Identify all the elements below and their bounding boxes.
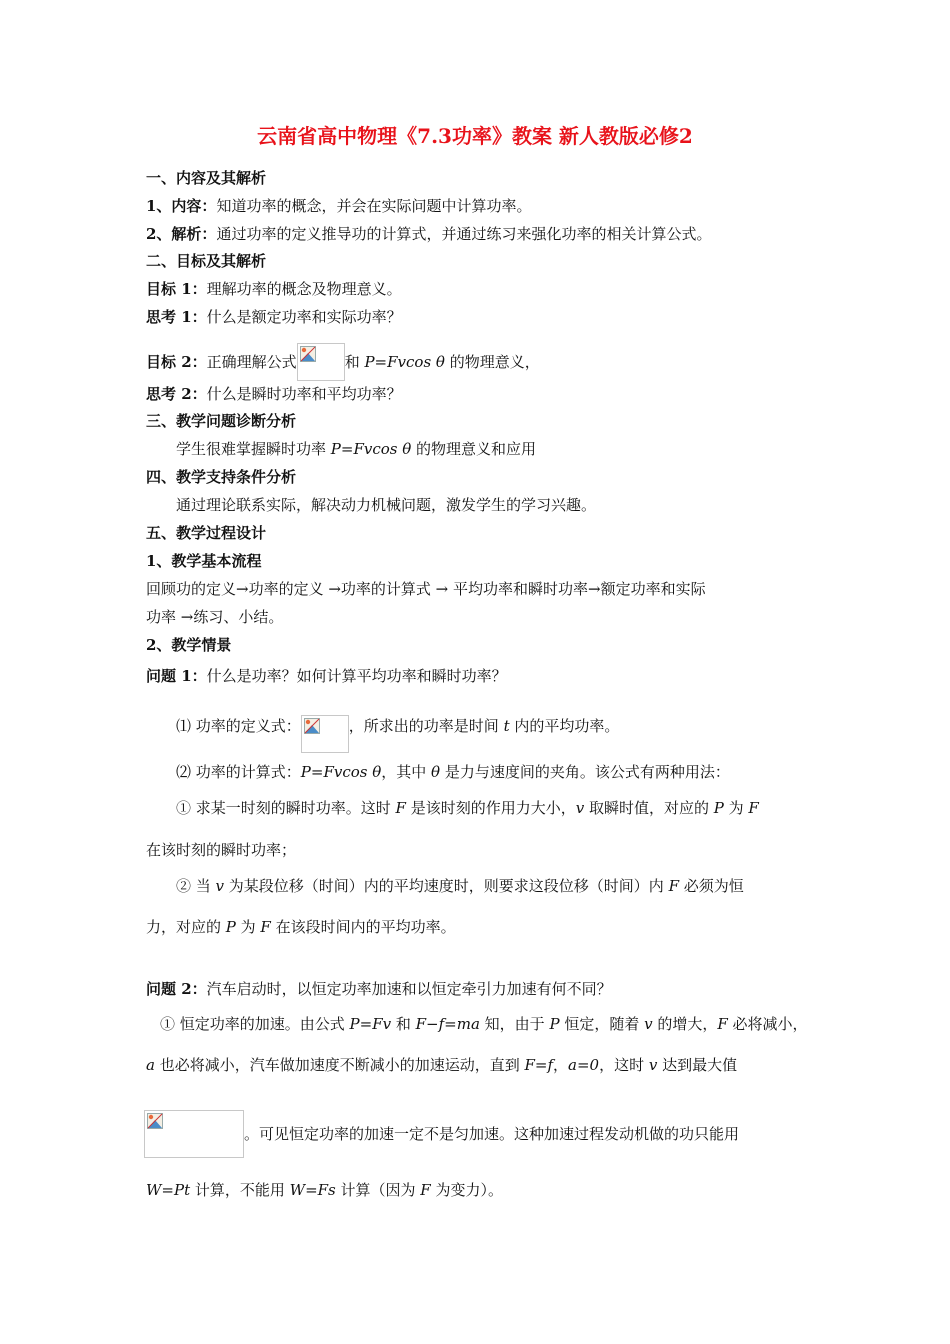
cp-text-c: 知，由于	[479, 1015, 550, 1033]
goal-1-text: 理解功率的概念及物理意义。	[206, 280, 402, 298]
process-flow-heading: 1、教学基本流程	[146, 552, 262, 570]
usage-2-text-a: ② 当	[176, 877, 216, 895]
usage-2-line-2-c: 在该段时间内的平均功率。	[270, 918, 456, 936]
content-label: 1、内容：	[146, 197, 217, 215]
calculation-text-b: ，其中	[381, 763, 432, 781]
broken-image-icon	[300, 346, 316, 362]
broken-image-icon	[147, 1113, 163, 1129]
goal-2-formula: P=Fvcos θ	[364, 353, 445, 371]
think-1-line	[146, 307, 402, 327]
think-2-line	[146, 384, 402, 404]
cp2-text-d: ，这时	[599, 1056, 649, 1074]
var-v: v	[575, 799, 585, 817]
calculation-text-c: 是力与速度间的夹角。该公式有两种用法：	[440, 763, 730, 781]
think-2-label: 思考 2：	[146, 385, 207, 403]
usage-2-line	[176, 876, 744, 896]
goal-2-label: 目标 2：	[146, 353, 207, 371]
section-heading-content: 一、内容及其解析	[146, 169, 267, 187]
diagnosis-text-b: 的物理意义和应用	[411, 440, 537, 458]
cp-text-d: 恒定，随着	[559, 1015, 645, 1033]
think-1-label: 思考 1：	[146, 308, 207, 326]
cp-text-e: 的增大，	[652, 1015, 718, 1033]
var-F: F	[260, 918, 271, 936]
process-flow-line-2: 功率 →练习、小结。	[146, 608, 284, 626]
formula-F-f: F=f	[524, 1056, 554, 1074]
formula-image-placeholder	[297, 343, 345, 381]
usage-2-line-2	[146, 917, 456, 937]
usage-2-text-c: 必须为恒	[679, 877, 744, 895]
diagnosis-formula: P=Fvcos θ	[330, 440, 412, 458]
cp2-text-c: ，	[553, 1056, 569, 1074]
constant-power-line-4	[146, 1180, 503, 1200]
section-heading-process: 五、教学过程设计	[146, 524, 267, 542]
formula-W-Fs: W=Fs	[289, 1181, 336, 1199]
var-F: F	[395, 799, 406, 817]
var-t: t	[503, 717, 510, 735]
max-velocity-formula-image	[144, 1110, 244, 1158]
usage-1-line	[176, 798, 759, 818]
definition-text-a: ⑴ 功率的定义式：	[176, 717, 301, 735]
constant-power-line-1	[160, 1014, 808, 1034]
usage-1-text-a: ① 求某一时刻的瞬时功率。这时	[176, 799, 396, 817]
calculation-line	[176, 762, 730, 782]
cp4-text-c: 为变力）。	[430, 1181, 503, 1199]
content-line	[146, 196, 531, 216]
goal-1-line	[146, 279, 402, 299]
content-text: 知道功率的概念，并会在实际问题中计算功率。	[216, 197, 532, 215]
usage-2-text-b: 为某段位移（时间）内的平均速度时，则要求这段位移（时间）内	[224, 877, 669, 895]
usage-1-text-d: 为	[723, 799, 749, 817]
definition-line	[176, 708, 619, 746]
document-title: 云南省高中物理《7.3功率》教案 新人教版必修2	[257, 124, 693, 148]
analysis-text: 通过功率的定义推导功的计算式，并通过练习来强化功率的相关计算公式。	[216, 225, 712, 243]
question-2-text: 汽车启动时，以恒定功率加速和以恒定牵引力加速有何不同？	[206, 980, 612, 998]
think-1-text: 什么是额定功率和实际功率？	[206, 308, 402, 326]
analysis-line	[146, 224, 711, 244]
goal-1-label: 目标 1：	[146, 280, 207, 298]
calculation-formula: P=Fvcos θ	[300, 763, 382, 781]
formula-F-f-ma: F−f=ma	[415, 1015, 480, 1033]
var-F: F	[668, 877, 679, 895]
var-F: F	[420, 1181, 431, 1199]
var-P: P	[225, 918, 236, 936]
cp-text-a: ① 恒定功率的加速。由公式	[160, 1015, 350, 1033]
var-v: v	[644, 1015, 653, 1033]
constant-power-line-2	[146, 1055, 737, 1075]
cp2-text-e: 达到最大值	[657, 1056, 738, 1074]
question-1-line	[146, 666, 507, 686]
goal-2-text: 正确理解公式	[206, 353, 297, 371]
var-theta: θ	[431, 763, 441, 781]
question-1-label: 问题 1：	[146, 667, 207, 685]
cp-text-f: 必将减小，	[727, 1015, 808, 1033]
teaching-scenario-heading: 2、教学情景	[146, 636, 232, 654]
var-P: P	[713, 799, 724, 817]
var-a: a	[146, 1056, 155, 1074]
diagnosis-text	[176, 439, 536, 459]
broken-image-icon	[304, 718, 320, 734]
formula-image-placeholder	[301, 715, 349, 753]
support-text: 通过理论联系实际，解决动力机械问题，激发学生的学习兴趣。	[176, 496, 597, 514]
goal-2-connector: 和	[344, 353, 365, 371]
goal-2-meaning: 的物理意义，	[444, 353, 540, 371]
question-1-text: 什么是功率？如何计算平均功率和瞬时功率？	[206, 667, 507, 685]
section-heading-diagnosis: 三、教学问题诊断分析	[146, 412, 297, 430]
goal-2-line	[146, 344, 540, 382]
question-2-line	[146, 979, 612, 999]
formula-W-Pt: W=Pt	[146, 1181, 191, 1199]
var-v: v	[215, 877, 225, 895]
usage-1-text-c: 取瞬时值，对应的	[584, 799, 714, 817]
analysis-label: 2、解析：	[146, 225, 217, 243]
cp-text-b: 和	[391, 1015, 416, 1033]
formula-a-0: a=0	[568, 1056, 600, 1074]
definition-text-b: ，所求出的功率是时间	[348, 717, 504, 735]
usage-2-line-2-b: 为	[235, 918, 261, 936]
process-flow-line-1: 回顾功的定义→功率的定义 →功率的计算式 → 平均功率和瞬时功率→额定功率和实际	[146, 580, 706, 598]
diagnosis-text-a: 学生很难掌握瞬时功率	[176, 440, 331, 458]
cp2-text-b: 也必将减小，汽车做加速度不断减小的加速运动，直到	[154, 1056, 525, 1074]
var-P: P	[549, 1015, 560, 1033]
section-heading-support: 四、教学支持条件分析	[146, 468, 297, 486]
constant-power-line-3: 。可见恒定功率的加速一定不是匀加速。这种加速过程发动机做的功只能用	[244, 1125, 740, 1143]
section-heading-goals: 二、目标及其解析	[146, 252, 267, 270]
usage-1-line-2: 在该时刻的瞬时功率；	[146, 841, 297, 859]
calculation-text-a: ⑵ 功率的计算式：	[176, 763, 301, 781]
think-2-text: 什么是瞬时功率和平均功率？	[206, 385, 402, 403]
var-F: F	[748, 799, 759, 817]
var-v: v	[648, 1056, 658, 1074]
formula-P-Fv: P=Fv	[349, 1015, 392, 1033]
cp4-text-a: 计算，不能用	[190, 1181, 290, 1199]
var-F: F	[717, 1015, 728, 1033]
definition-text-c: 内的平均功率。	[509, 717, 620, 735]
usage-2-line-2-a: 力，对应的	[146, 918, 226, 936]
cp4-text-b: 计算（因为	[335, 1181, 421, 1199]
question-2-label: 问题 2：	[146, 980, 207, 998]
usage-1-text-b: 是该时刻的作用力大小，	[405, 799, 576, 817]
